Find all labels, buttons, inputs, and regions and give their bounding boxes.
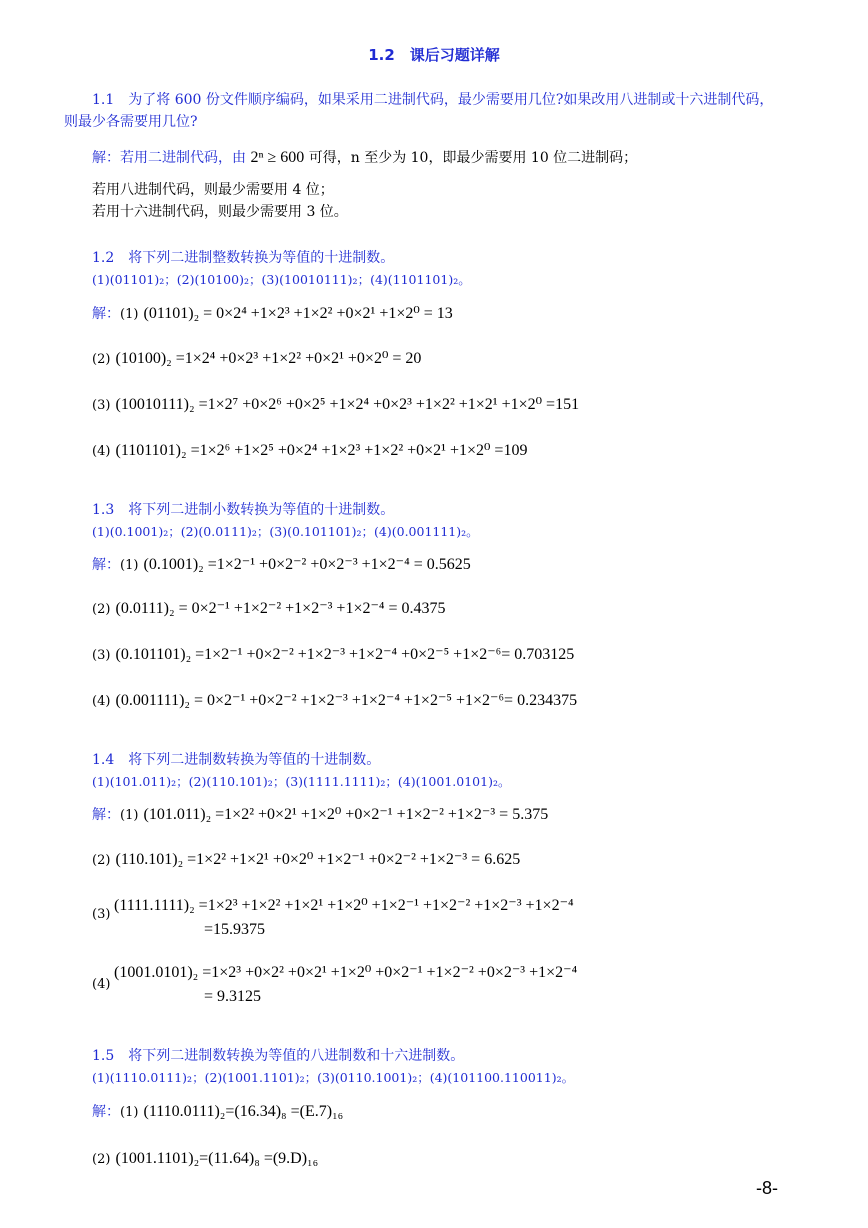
question-1-3-items: (1)(0.1001)₂；(2)(0.0111)₂；(3)(0.101101)₂；(4)(0.001111)₂。 (92, 524, 479, 539)
equation-label: (4) (92, 694, 111, 709)
equation-label: (3) (92, 648, 111, 663)
equation-label: (4) (92, 977, 111, 992)
question-1-5-items: (1)(1110.0111)₂；(2)(1001.1101)₂；(3)(0110.1001)₂；(4)(101100.110011)₂。 (92, 1070, 575, 1085)
equation-expression: (0.001111)₂ = 0×2⁻¹ +0×2⁻² +1×2⁻³ +1×2⁻⁴ +1×2⁻⁵ +1×2⁻⁶= 0.234375 (115, 692, 578, 709)
answer-rest: 可得，n 至少为 10，即最少需要用 10 位二进制码； (304, 150, 638, 166)
answer-1-1-line1 (92, 146, 637, 170)
question-1-1-line2: 则最少各需要用几位? (64, 114, 198, 130)
equation-expression: (1110.0111)₂=(16.34)₈ =(E.7)₁₆ (143, 1103, 344, 1120)
equation-1-4-2 (92, 849, 520, 869)
question-1-3: 1.3 将下列二进制小数转换为等值的十进制数。 (92, 502, 395, 518)
equation-1-3-2 (92, 598, 446, 618)
equation-label: (3) (92, 398, 111, 413)
equation-expression: (10100)₂ =1×2⁴ +0×2³ +1×2² +0×2¹ +0×2⁰ = 20 (115, 350, 422, 367)
page-number: -8- (756, 1178, 778, 1198)
answer-prefix: 解： (92, 807, 120, 823)
answer-prefix: 解：若用二进制代码，由 (92, 150, 251, 166)
equation-label: (1) (120, 1105, 139, 1120)
equation-1-4-3: (1111.1111)₂ =1×2³ +1×2² +1×2¹ +1×2⁰ +1×2⁻¹ +1×2⁻² +1×2⁻³ +1×2⁻⁴ (114, 897, 574, 914)
question-1-4: 1.4 将下列二进制数转换为等值的十进制数。 (92, 752, 381, 768)
equation-1-4-4-result: = 9.3125 (204, 988, 262, 1005)
equation-expression: (01101)₂ = 0×2⁴ +1×2³ +1×2² +0×2¹ +1×2⁰ = 13 (143, 305, 453, 322)
equation-expression: (0.1001)₂ =1×2⁻¹ +0×2⁻² +0×2⁻³ +1×2⁻⁴ = 0.5625 (143, 556, 471, 573)
equation-expression: (1101101)₂ =1×2⁶ +1×2⁵ +0×2⁴ +1×2³ +1×2² +0×2¹ +1×2⁰ =109 (115, 442, 528, 459)
equation-1-2-2 (92, 348, 421, 368)
equation-1-2-4 (92, 440, 527, 460)
equation-expression: (101.011)₂ =1×2² +0×2¹ +1×2⁰ +0×2⁻¹ +1×2⁻² +1×2⁻³ = 5.375 (143, 806, 549, 823)
equation-1-2-1 (92, 302, 453, 326)
equation-label: (2) (92, 1152, 111, 1167)
equation-1-4-3-result: =15.9375 (204, 921, 266, 938)
equation-1-3-4 (92, 690, 577, 710)
equation-1-4-1 (92, 803, 548, 827)
answer-prefix: 解： (92, 557, 120, 573)
equation-expression: (10010111)₂ =1×2⁷ +0×2⁶ +0×2⁵ +1×2⁴ +0×2³ +1×2² +1×2¹ +1×2⁰ =151 (115, 396, 580, 413)
question-1-4-items: (1)(101.011)₂；(2)(110.101)₂；(3)(1111.1111)₂；(4)(1001.0101)₂。 (92, 774, 511, 789)
equation-1-5-2 (92, 1148, 318, 1168)
section-title: 1.2 课后习题详解 (368, 46, 500, 64)
equation-1-5-1 (92, 1100, 343, 1124)
answer-1-1-line3: 若用十六进制代码，则最少需要用 3 位。 (92, 204, 348, 220)
equation-expression: (0.0111)₂ = 0×2⁻¹ +1×2⁻² +1×2⁻³ +1×2⁻⁴ = 0.4375 (115, 600, 446, 617)
equation-label: (2) (92, 352, 111, 367)
question-1-5: 1.5 将下列二进制数转换为等值的八进制数和十六进制数。 (92, 1048, 465, 1064)
answer-prefix: 解： (92, 306, 120, 322)
question-1-1-line1: 1.1 为了将 600 份文件顺序编码，如果采用二进制代码，最少需要用几位?如果改用八进制或十六进制代码， (92, 92, 774, 108)
equation-label: (2) (92, 602, 111, 617)
equation-expression: (1001.1101)₂=(11.64)₈ =(9.D)₁₆ (115, 1150, 319, 1167)
question-1-2-items: (1)(01101)₂；(2)(10100)₂；(3)(10010111)₂；(4)(1101101)₂。 (92, 272, 471, 287)
equation-label: (1) (120, 307, 139, 322)
equation-expression: (110.101)₂ =1×2² +1×2¹ +0×2⁰ +1×2⁻¹ +0×2⁻² +1×2⁻³ = 6.625 (115, 851, 521, 868)
answer-prefix: 解： (92, 1104, 120, 1120)
equation-label: (2) (92, 853, 111, 868)
equation-label: (4) (92, 444, 111, 459)
equation-1-3-3 (92, 644, 574, 664)
answer-condition: 2ⁿ ≥ 600 (250, 149, 305, 166)
equation-label: (3) (92, 907, 111, 922)
equation-1-2-3 (92, 394, 579, 414)
question-1-2: 1.2 将下列二进制整数转换为等值的十进制数。 (92, 250, 395, 266)
equation-label: (1) (120, 558, 139, 573)
equation-1-4-4: (1001.0101)₂ =1×2³ +0×2² +0×2¹ +1×2⁰ +0×2⁻¹ +1×2⁻² +0×2⁻³ +1×2⁻⁴ (114, 964, 578, 981)
equation-1-3-1 (92, 553, 471, 577)
equation-expression: (0.101101)₂ =1×2⁻¹ +0×2⁻² +1×2⁻³ +1×2⁻⁴ +0×2⁻⁵ +1×2⁻⁶= 0.703125 (115, 646, 575, 663)
answer-1-1-line2: 若用八进制代码，则最少需要用 4 位； (92, 182, 334, 198)
equation-label: (1) (120, 808, 139, 823)
